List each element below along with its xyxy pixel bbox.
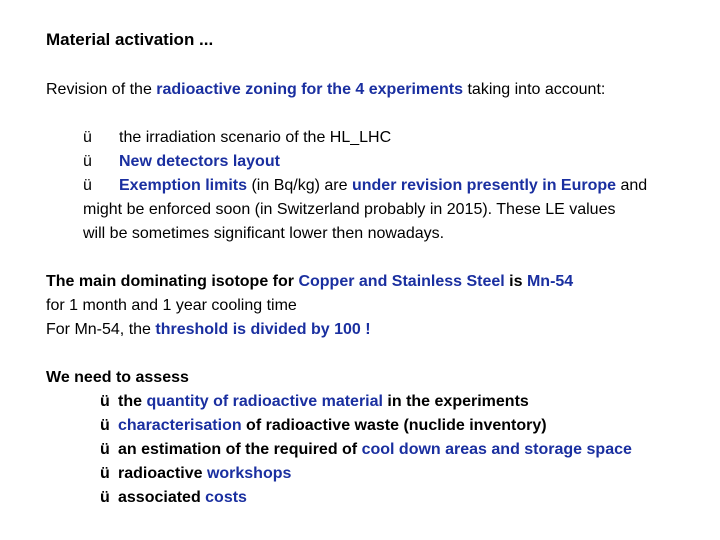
bullet-exemption	[83, 176, 647, 196]
assess-item-workshops	[100, 464, 291, 484]
assess-item-workshops-text: radioactive	[118, 465, 207, 482]
check-icon: ü	[83, 153, 92, 170]
assess-item-quantity-text-2: in the experiments	[382, 393, 529, 410]
check-icon: ü	[100, 417, 110, 434]
bullet-exemption-line3: will be sometimes significant lower then nowadays.	[83, 225, 445, 242]
assess-item-storage	[100, 440, 632, 460]
assess-item-quantity	[100, 392, 529, 412]
assess-item-costs-highlight: costs	[205, 489, 247, 506]
bullet-detectors	[83, 152, 280, 172]
assess-item-quantity-text-1: the	[118, 393, 147, 410]
check-icon: ü	[100, 489, 110, 506]
assess-item-costs	[100, 488, 247, 508]
exemption-highlight: under revision presently in Europe	[351, 177, 617, 194]
assess-item-characterisation	[100, 416, 547, 436]
bullet-exemption-line2: might be enforced soon (in Switzerland probably in 2015). These LE values	[83, 201, 616, 218]
bullet-irradiation-text: the irradiation scenario of the HL_LHC	[119, 129, 392, 146]
isotope-line-2: for 1 month and 1 year cooling time	[46, 297, 297, 314]
isotope-name: Mn-54	[526, 273, 574, 290]
isotope-line-3	[46, 320, 371, 340]
check-icon: ü	[100, 393, 110, 410]
exemption-text-2: and	[616, 177, 648, 194]
isotope-line-1	[46, 272, 573, 292]
check-icon: ü	[100, 465, 110, 482]
isotope-materials: Copper and Stainless Steel	[298, 273, 505, 290]
assess-item-storage-text: an estimation of the required of	[118, 441, 362, 458]
assess-item-quantity-highlight: quantity of radioactive material	[146, 393, 383, 410]
threshold-highlight: threshold is divided by 100 !	[155, 321, 371, 338]
bullet-detectors-text: New detectors layout	[119, 153, 280, 170]
check-icon: ü	[83, 129, 92, 146]
exemption-text-1: (in Bq/kg) are	[247, 177, 352, 194]
intro-highlight: radioactive zoning for the 4 experiments	[156, 81, 464, 98]
isotope-text-1: The main dominating isotope for	[46, 273, 299, 290]
page-title: Material activation ...	[46, 30, 214, 49]
assess-item-costs-text: associated	[118, 489, 206, 506]
assess-item-workshops-highlight: workshops	[206, 465, 292, 482]
check-icon: ü	[83, 177, 92, 194]
isotope-text-2: is	[504, 273, 527, 290]
intro-line	[46, 80, 605, 100]
intro-text-1: Revision of the	[46, 81, 157, 98]
assess-item-storage-highlight: cool down areas and storage space	[361, 441, 632, 458]
isotope-text-3: For Mn-54, the	[46, 321, 156, 338]
bullet-irradiation	[83, 128, 391, 148]
check-icon: ü	[100, 441, 110, 458]
assess-heading: We need to assess	[46, 369, 189, 386]
assess-item-characterisation-highlight: characterisation	[118, 417, 242, 434]
assess-item-characterisation-text: of radioactive waste (nuclide inventory)	[241, 417, 547, 434]
exemption-limits-text: Exemption limits	[119, 177, 248, 194]
intro-text-2: taking into account:	[463, 81, 606, 98]
